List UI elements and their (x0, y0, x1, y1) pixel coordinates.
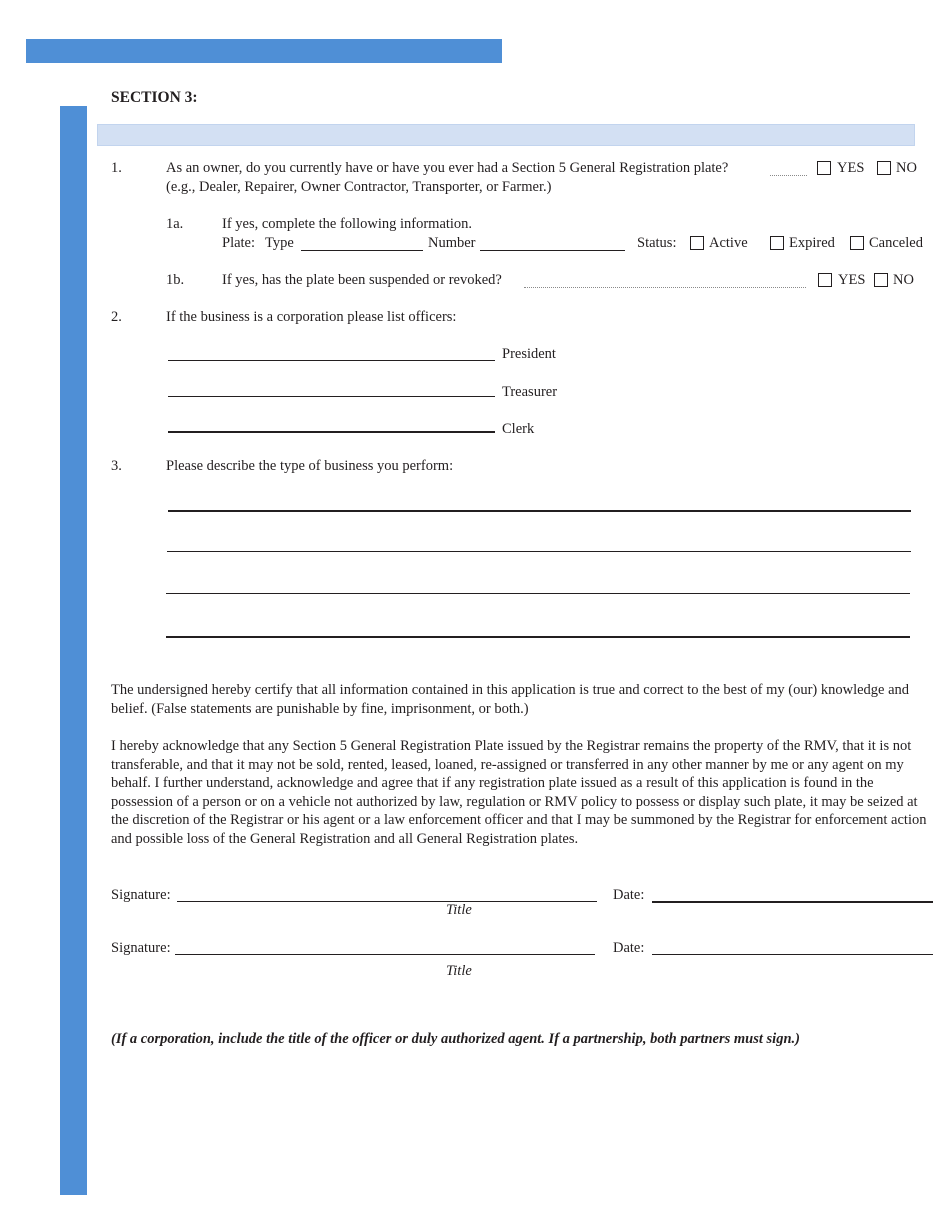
date-2-field[interactable] (652, 954, 933, 955)
header-accent-bar (26, 39, 502, 63)
q3-text: Please describe the type of business you perform: (166, 458, 454, 474)
section-title: SECTION 3: (111, 89, 198, 106)
q1b-no-checkbox[interactable] (874, 273, 888, 287)
q1b-yes-label: YES (838, 272, 866, 288)
q1-text: As an owner, do you currently have or have you ever had a Section 5 General Registration plate? (166, 160, 729, 176)
q1b-leader-dots (524, 287, 806, 288)
date-1-label: Date: (613, 887, 645, 903)
status-active-label: Active (709, 235, 748, 251)
business-description-line-1[interactable] (168, 510, 911, 512)
signature-2-field[interactable] (175, 954, 595, 955)
status-label: Status: (637, 235, 677, 251)
president-label: President (502, 346, 556, 362)
signature-1-label: Signature: (111, 887, 171, 903)
q3-number: 3. (111, 458, 122, 474)
q1-yes-checkbox[interactable] (817, 161, 831, 175)
q2-text: If the business is a corporation please list officers: (166, 309, 457, 325)
status-canceled-label: Canceled (869, 235, 923, 251)
q1-example: (e.g., Dealer, Repairer, Owner Contractor, Transporter, or Farmer.) (166, 179, 552, 195)
signature-2-title-caption: Title (446, 963, 472, 979)
q1b-number: 1b. (166, 272, 185, 288)
status-expired-label: Expired (789, 235, 835, 251)
treasurer-field[interactable] (168, 396, 495, 397)
plate-type-field[interactable] (301, 250, 423, 251)
certify-paragraph: The undersigned hereby certify that all information contained in this application is true and correct to the best of my (our) knowledge and belief. (False statements are punishable by fine, imprisonment, or both.) (111, 682, 910, 717)
plate-label: Plate: (222, 235, 256, 251)
business-description-line-3[interactable] (166, 593, 910, 594)
status-canceled-checkbox[interactable] (850, 236, 864, 250)
side-accent-bar (60, 106, 87, 1195)
signature-1-title-caption: Title (446, 902, 472, 918)
date-1-field[interactable] (652, 901, 933, 903)
treasurer-label: Treasurer (502, 384, 558, 400)
signature-1-field[interactable] (177, 901, 597, 902)
status-expired-checkbox[interactable] (770, 236, 784, 250)
q1b-text: If yes, has the plate been suspended or revoked? (222, 272, 502, 288)
plate-number-label: Number (428, 235, 476, 251)
business-description-line-4[interactable] (166, 636, 910, 638)
business-description-line-2[interactable] (167, 551, 911, 552)
plate-number-field[interactable] (480, 250, 625, 251)
q1-leader-dots (770, 175, 807, 176)
q2-number: 2. (111, 309, 122, 325)
section-band (97, 124, 915, 146)
clerk-label: Clerk (502, 421, 535, 437)
q1-number: 1. (111, 160, 122, 176)
q1-no-label: NO (896, 160, 917, 176)
president-field[interactable] (168, 360, 495, 361)
date-2-label: Date: (613, 940, 645, 956)
q1a-text: If yes, complete the following information. (222, 216, 473, 232)
q1b-yes-checkbox[interactable] (818, 273, 832, 287)
plate-type-label: Type (265, 235, 294, 251)
signing-footnote: (If a corporation, include the title of the officer or duly authorized agent. If a partnership, both partners must sign.) (111, 1031, 800, 1047)
clerk-field[interactable] (168, 431, 495, 433)
q1a-number: 1a. (166, 216, 184, 232)
q1b-no-label: NO (893, 272, 914, 288)
signature-2-label: Signature: (111, 940, 171, 956)
status-active-checkbox[interactable] (690, 236, 704, 250)
acknowledge-paragraph: I hereby acknowledge that any Section 5 General Registration Plate issued by the Registrar remains the property of the RMV, that it is not transferable, and that it may not be sold, rented, leased, loaned, re-assigned or transferred in any other manner by me or any agent on my behalf. I further understand, acknowledge and agree that if any registration plate issued as a result of this application is found in the possession of a person or on a vehicle not authorized by law, regulation or RMV policy to possess or display such plate, it may be seized at the discretion of the Registrar or his agent or a law enforcement officer and that I may be summoned by the Registrar for enforcement action and possible loss of the General Registration and all General Registration plates. (111, 738, 927, 847)
q1-no-checkbox[interactable] (877, 161, 891, 175)
q1-yes-label: YES (837, 160, 865, 176)
